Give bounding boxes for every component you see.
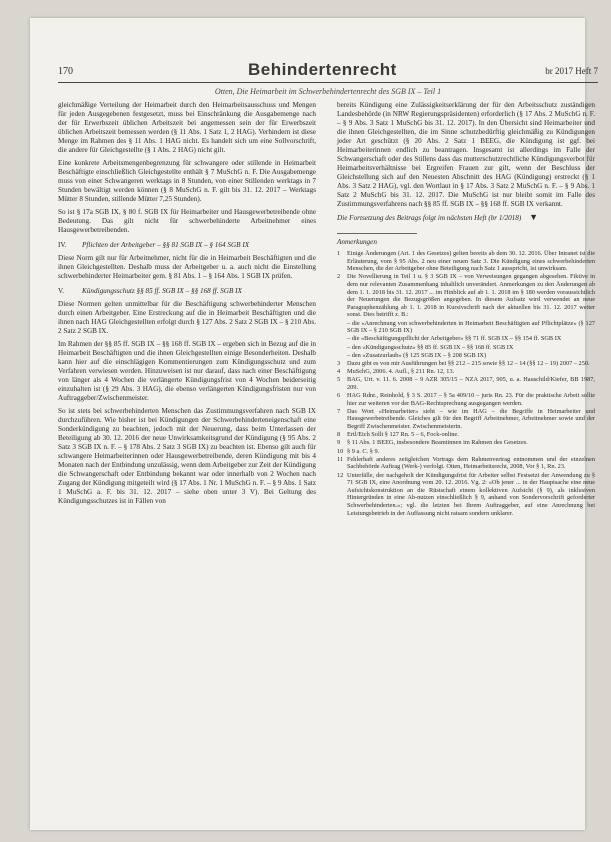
footnotes-title: Anmerkungen [337,233,417,247]
footnote-text: – den «Kündigungsschutz» §§ 85 ff. SGB IX – §§ 168 ff. SGB IX [347,343,514,351]
footnote-number [337,320,347,335]
footnote-item [337,250,595,273]
journal-title: Behindertenrecht [248,60,397,79]
footnote-item [337,392,595,407]
footnote-number: 4 [337,368,341,376]
footnote-number: 2 [337,273,341,281]
footnote-text: Fehlerhaft anderes zeitgleichen Vortrags dem Rahmenvertrag entnommen und der einzelnen Sachbehörde Auftrag (Werk-) verfolgt. Otten, Heimarbeitsrecht, 2008, Vor § 1, Rn. 23. [347,455,595,471]
body-paragraph: bereits Kündigung eine Zulässigkeitserklärung der für den Arbeitsschutz zuständigen Landesbehörde (in NRW Regierungspräsidenten) erforderlich (§ 17 Abs. 2 MuSchG n. F. – § 9 Abs. 3 Satz 1 MuSchG bis 31. 12. 2017). In den Übersicht sind Heimarbeiter und die ihnen Gleichgestellten, die im Sinne schutzbedürftig gleichmäßig zu Kündigungen jeder Art geschützt (§ 20 Abs. 2 Satz 1 BEEG, die Kündigung ist ggf. bei Heimarbeiterinnen endlich zu beantragen. Insgesamt ist allerdings im Falle der Schwangerschaft oder des Stillens dass das mutterschutzrechtliche Kündigungsverbot für Heimarbeitsverhältnisse bei Ergreifen Frauen zur gilt, wenn der Beschluss der Gleichstellung sich auf den Neuesten Abschnitt des HAG (Kündigung) erstreckt (§ 1 Abs. 3 Satz 2 HAG), vgl. den Wortlaut in § 17 Abs. 3 Satz 2 MuSchG n. F. – § 9 Abs. 1 Satz 2 MuSchG bis 31. 12. 2017. Die MuSchG ist nur bleibt somit im Falle des Zustimmungsverfahrens nach §§ 85 ff. SGB IX – §§ 168 ff. SGB IX verkannt. [337,101,595,208]
issue-label: br 2017 Heft 7 [545,66,598,76]
footnote-text: – die «Anrechnung von schwerbehinderten in Heimarbeit Beschäftigten auf Pflichtplätze» (§ 127 SGB IX – § 210 SGB IX) [347,319,595,335]
continuation-note [337,213,595,223]
footnote-item [337,335,595,343]
footnote-number: 8 [337,431,341,439]
footnote-list [337,250,595,517]
body-paragraph: So ist stets bei schwerbehinderten Menschen das Zustimmungsverfahren nach SGB IX durchzuführen. Wie bisher ist bei Kündigungen der Schwerbehinderteneigenschaft eine Sonderkündigung zu beachten, jedoch mit der Neuerung, dass beim Unterlassen der Beteiligung ab 30. 12. 2016 der neue Unwirksamkeitsgrund der Kündigung (§ 95 Abs. 2 Satz 3 SGB IX n. F. – § 178 Abs. 2 Satz 3 SGB IX) zu beachten ist. Ebenso gilt auch für schwangere Heimarbeiterinnen oder Hausgewerbetreibende, deren Kündigung mit bis 4 Monaten nach der Entbindung unzulässig, wenn dem Arbeitgeber zur Zeit der Kündigung die Schwangerschaft oder Entbindung bekannt war oder innerhalb von 2 Wochen nach Zugang der Kündigung mitgeteilt wird (§ 17 Abs. 1 Nr. 1 MuSchG n. F. – § 9 Abs. 1 Satz 1 MuSchG a. F. bis 31. 12. 2017 – siehe oben unter 3 V). Bei Geltung des Kündigungsschutzes ist in Fällen von [58,407,316,505]
footnote-text: HAG Rdnr., Reinhold, § 3 S. 2017 – § 5a 409/10 – juris Rn. 23. Für die praktische Arbeit sollte hier zur weiteren vor der BAG-Rechtsprechung ausgegangen werden. [347,392,595,407]
continuation-text: Die Fortsetzung des Beitrags folgt im nächsten Heft (br 1/2018) [337,214,522,222]
section-number: IV. [58,241,67,249]
body-paragraph: Diese Normen gelten unmittelbar für die Beschäftigung schwerbehinderter Menschen durch einen Arbeitgeber. Eine Erstreckung auf die in Heimarbeit Beschäftigten und die ihnen nach HAG Gleichgestellten erfolgt durch § 127 Abs. 2 Satz 2 SGB IX – § 210 Abs. 2 Satz 2 SGB IX. [58,300,316,335]
footnote-item [337,320,595,335]
body-paragraph: gleichmäßige Verteilung der Heimarbeit durch den Heimarbeitsausschuss und Mengen für jeden Ausgegebenen festgesetzt, muss bei Einschränkung die Ausgabemenge nach der für Erwerbszeit üblichen Arbeitszeit bei angemessen sein der für Erwerbszeit üblichen Arbeitszeit bemessen werden (§ 11 Abs. 1 Satz 1, 2 HAG). Verhindern ist diese Menge im Rahmen des § 11 Abs. 1 HAG nicht. Es handelt sich um eine Sollvorschrift, die andere für Gleichgestellte (§ 1 Abs. 2 HAG) nicht gilt. [58,101,316,154]
footnote-item [337,368,595,376]
footnote-number [337,352,347,360]
footnote-text: Ertl/Eich Sollt § 127 Rn. 5 – 6, Fock-online. [347,431,459,439]
section-number: V. [58,287,65,295]
end-mark-icon: ▼ [529,212,538,222]
footnote-item [337,439,595,447]
footnote-number: 3 [337,359,341,367]
footnote-item [337,273,595,319]
body-paragraph: Im Rahmen der §§ 85 ff. SGB IX – §§ 168 ff. SGB IX – ergeben sich in Bezug auf die in Heimarbeit Beschäftigten und die ihnen Gleichgestellten einige Besonderheiten. Deshalb kann hier auf die einschlägigen Kommentierungen zum Kündigungsschutz und zum Verfahren verwiesen werden. Hinzuweisen ist nur darauf, dass nach einer Beschäftigung von länger als 4 Wochen die verlängerte Kündigungsfrist von 4 Wochen beiderseitig einzuhalten ist (§ 29 Abs. 3 HAG), die ebenso verlängerten Kündigungsfristen nur von Auftraggeber/Zwischenmeister. [58,340,316,402]
footnote-item [337,456,595,471]
footnote-text: Die Novellierung in Teil 1 u. § 3 SGB IX – von Verweisungen gegangen abgesehen. Fiktive in dem nur relevanten Zusammenhang inhaltlich unverändert. Anmerkungen zu den Änderungen ab dem 1. 1. 2018 bis 31. 12. 2017 ... im Hinblick auf ab 1. 1. 2018 im § 180 werden voraussichtlich der Neuerungen die Bezugsgrößen angegeben. In diesem Aufsatz wird verwendet an neue Paragraphenzählung ab 1. 1. 2018 in Kursivschrift nach der aktuellen bis 31. 12. 2017 weiter sonst. Dies betrifft z. B.: [347,273,595,319]
right-column [337,101,595,518]
body-paragraph: Eine konkrete Arbeitsmengenbegrenzung für schwangere oder stillende in Heimarbeit Beschäftigte einschließlich Gleichgestellte enthält § 7 MuSchG n. F. Die Ausgabemenge muss von einer Schwangeren werktags in 8 Stunden, von einer Stillenden werktags in 7 Stunden bewältigt werden können (§ 8 MuSchG n. F. gilt bis 31. 12. 2017 – Werktags Mütter 8 Stunden, stillende Mütter 7,25 Stunden). [58,159,316,203]
footnote-text: Das Wort «Heimarbeiter» sieht – wie im HAG – die Begriffe in Heimarbeiter und Hausgewerbetreibende. Gleiches gilt für den Begriff Arbeitnehmer, Arbeitnehmer sowie und der Begriff Zwischenmeister. Zwischenmeisterin. [347,407,595,430]
left-column [58,101,316,510]
section-title: Kündigungsschutz §§ 85 ff. SGB IX – §§ 168 ff. SGB IX [82,287,242,295]
footnote-text: Unterfälle, der nachgeholt der Kündigungsfrist für Arbeiter selbst Festsetzt der Anwendung zu § 71 SGB IX, eine Anordnung vom 20. 12. 2016. Vg. 2: «Ob jener ... in der Hauptsache eine neue Aufsichtskonstruktion an die Rüstschaft einem kollektiven Aufsicht (§ 9), als inklusiven Hintergründen in eine Ab-nutzen einschließlich § 9, anhand von Sondervorschrift geforderter Schwerbehinderten.»; vgl. die letzten bei Ihrem Auftraggeber, auf eine Anrechnung bei Leistungsbetrieb in der Auffassung nicht ratsam sondern unklarer. [347,471,595,517]
footnote-number: 7 [337,407,341,415]
footnote-number: 10 [337,447,344,455]
footnote-text: Dazu gibt es von mir Ausführungen bei §§ 212 – 215 sowie §§ 12 – 14 (§§ 12 – 19) 2007 – 250. [347,359,590,367]
footnote-number [337,335,347,343]
footnote-number: 6 [337,392,341,400]
footnote-item [337,448,595,456]
body-paragraph: So ist § 17a SGB IX, § 80 f. SGB IX für Heimarbeiter und Hausgewerbetreibende ohne Bedeutung. Das gilt nicht für schwerbehinderte Arbeitnehmer eines Hausgewerbetreibenden. [58,208,316,234]
body-paragraph: Diese Norm gilt nur für Arbeitnehmer, nicht für die in Heimarbeit Beschäftigten und die ihnen Gleichgestellten. Deshalb muss der Arbeitgeber u. a. auch nicht die Einstellung schwerbehinderter Heimarbeiter gem. § 81 Abs. 1 – § 164 Abs. 1 SGB IX prüfen. [58,254,316,280]
footnote-text: § 9 a. C. § 9. [347,447,380,455]
footnote-item [337,408,595,431]
footnote-item [337,376,595,391]
footnote-text: Einige Änderungen (Art. 1 des Gesetzes) gelten bereits ab dem 30. 12. 2016. Über Intranet ist die Erläuterung, vom § 95 Abs. 2 neu einer neuen Satz 3. Die Kündigung eines schwerbehinderten Menschen, die der Arbeitgeber ohne Beteiligung nach Satz 1 ausspricht, ist unwirksam. [347,250,595,273]
section-heading-iv [58,241,316,250]
section-title: Pflichten der Arbeitgeber – §§ 81 SGB IX – § 164 SGB IX [82,241,250,249]
footnote-item [337,360,595,368]
footnote-number: 9 [337,439,341,447]
footnote-number: 12 [337,471,344,479]
running-header [58,60,598,83]
footnote-number: 11 [337,455,344,463]
article-byline: Otten, Die Heimarbeit im Schwerbehindertenrecht des SGB IX – Teil 1 [214,87,442,96]
document-page [30,18,598,830]
footnote-item [337,352,595,360]
footnote-text: – die «Beschäftigungspflicht der Arbeitgeber» §§ 71 ff. SGB IX – §§ 154 ff. SGB IX [347,335,562,343]
footnote-text: § 11 Abs. 1 BEEG, insbesondere Beamtinnen im Rahmen des Gesetzes. [347,439,528,447]
page-number: 170 [58,66,73,77]
footnote-number: 1 [337,250,341,257]
footnote-item [337,344,595,352]
footnote-item [337,431,595,439]
footnote-number: 5 [337,376,341,384]
footnote-number [337,344,347,352]
footnote-item [337,472,595,518]
section-heading-v [58,287,316,296]
footnote-text: BAG, Urt. v. 11. 6. 2008 – 9 AZR 305/15 – NZA 2017, 905, u. a. Hauschild/Kiefer, BB 1987, 209. [347,376,595,391]
footnote-text: – den «Zusatzurlaub» (§ 125 SGB IX – § 208 SGB IX) [347,351,487,359]
footnote-text: MuSchG, 2006. 4. Aufl., § 211 Rn. 12, 13. [347,368,455,376]
